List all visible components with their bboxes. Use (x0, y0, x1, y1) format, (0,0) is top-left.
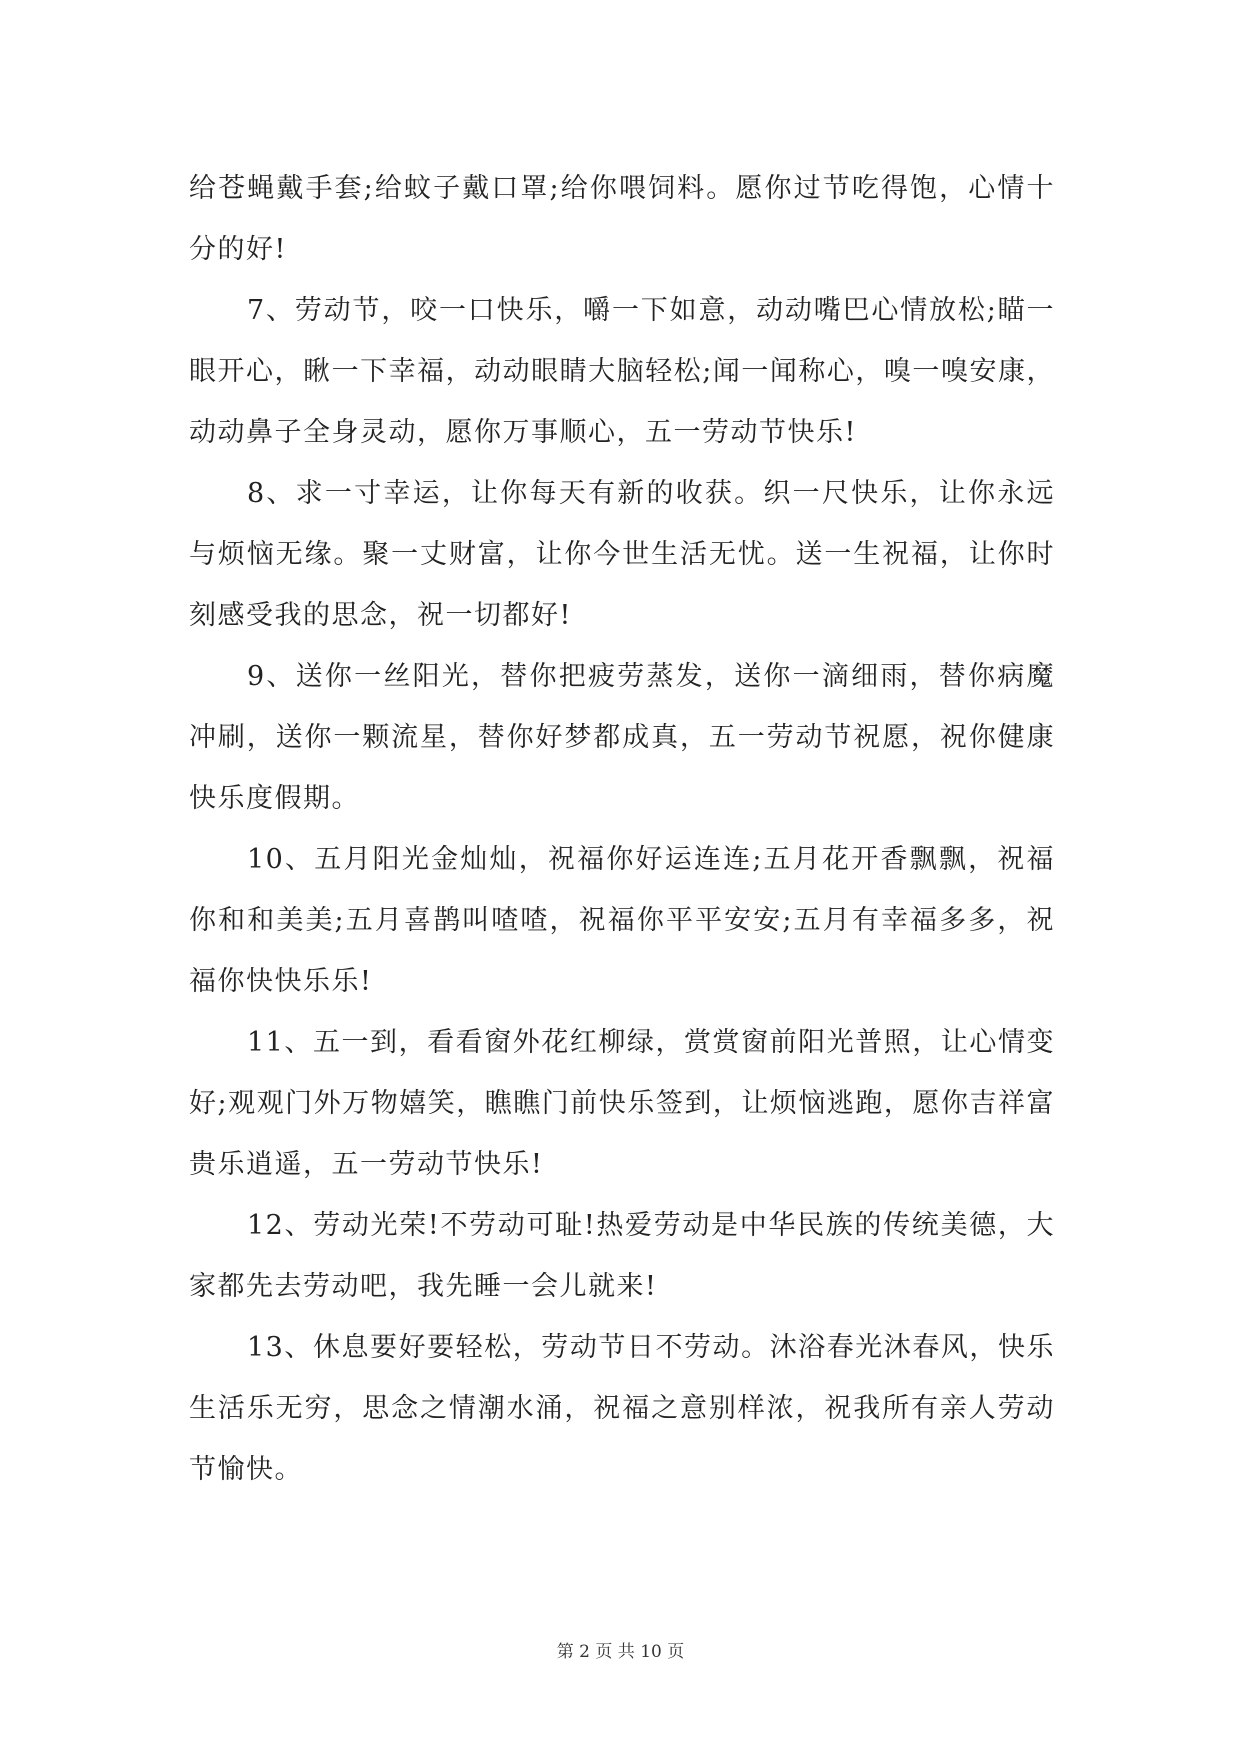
paragraph-item-7: 7、劳动节，咬一口快乐，嚼一下如意，动动嘴巴心情放松;瞄一眼开心，瞅一下幸福，动动眼睛大脑轻松;闻一闻称心，嗅一嗅安康，动动鼻子全身灵动，愿你万事顺心，五一劳动节快乐! (189, 295, 1055, 448)
document-body (189, 158, 1055, 1500)
page-number-footer: 第 2 页 共 10 页 (556, 1642, 685, 1662)
paragraph-item-11: 11、五一到，看看窗外花红柳绿，赏赏窗前阳光普照，让心情变好;观观门外万物嬉笑，瞧瞧门前快乐签到，让烦恼逃跑，愿你吉祥富贵乐逍遥，五一劳动节快乐! (189, 1027, 1055, 1180)
paragraph-item-9: 9、送你一丝阳光，替你把疲劳蒸发，送你一滴细雨，替你病魔冲刷，送你一颗流星，替你好梦都成真，五一劳动节祝愿，祝你健康快乐度假期。 (189, 661, 1055, 814)
paragraph-continuation: 给苍蝇戴手套;给蚊子戴口罩;给你喂饲料。愿你过节吃得饱，心情十分的好! (189, 173, 1055, 265)
paragraph-item-10: 10、五月阳光金灿灿，祝福你好运连连;五月花开香飘飘，祝福你和和美美;五月喜鹊叫喳喳，祝福你平平安安;五月有幸福多多，祝福你快快乐乐! (189, 844, 1055, 997)
paragraph-item-13: 13、休息要好要轻松，劳动节日不劳动。沐浴春光沐春风，快乐生活乐无穷，思念之情潮水涌，祝福之意别样浓，祝我所有亲人劳动节愉快。 (189, 1332, 1055, 1485)
paragraph-item-8: 8、求一寸幸运，让你每天有新的收获。织一尺快乐，让你永远与烦恼无缘。聚一丈财富，让你今世生活无忧。送一生祝福，让你时刻感受我的思念，祝一切都好! (189, 478, 1055, 631)
paragraph-item-12: 12、劳动光荣!不劳动可耻!热爱劳动是中华民族的传统美德，大家都先去劳动吧，我先睡一会儿就来! (189, 1210, 1055, 1302)
